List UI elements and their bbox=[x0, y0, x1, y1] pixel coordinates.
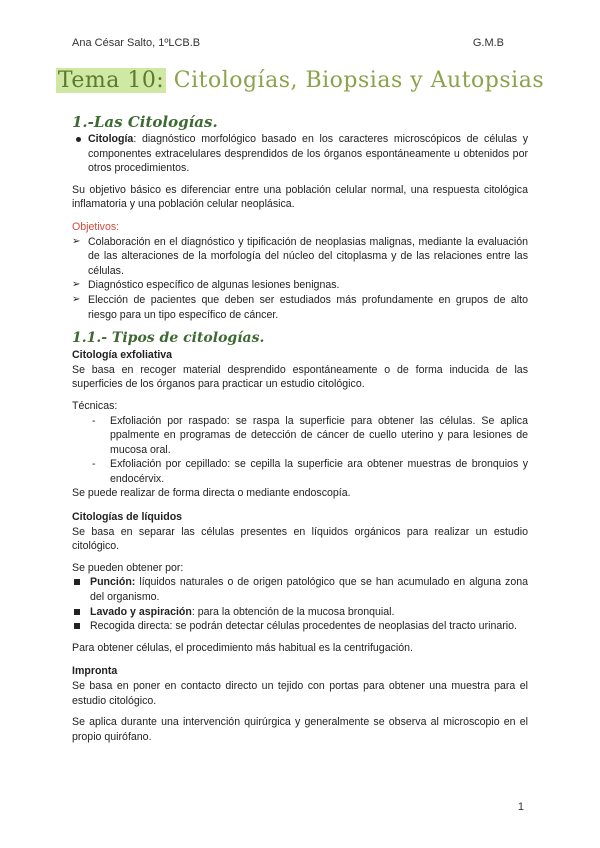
objectives-list bbox=[72, 235, 528, 323]
paragraph: Se basa en recoger material desprendido espontáneamente o de forma inducida de las superficies de los órganos para practicar un estudio citológico. bbox=[72, 363, 528, 391]
dash-bullet-icon: - bbox=[92, 414, 96, 427]
list-item: Lavado y aspiración: para la obtención de la mucosa bronquial. bbox=[72, 605, 528, 620]
page-number: 1 bbox=[517, 801, 524, 813]
title-rest: Citologías, Biopsias y Autopsias bbox=[173, 68, 545, 93]
paragraph: Se basa en separar las células presentes en líquidos orgánicos para realizar un estudio citológico. bbox=[72, 525, 528, 553]
list-item: ➢ Elección de pacientes que deben ser estudiados más profundamente en grupos de alto riesgo para un tipo específico de cáncer. bbox=[72, 293, 528, 321]
document-body bbox=[72, 110, 528, 744]
definition-list bbox=[72, 132, 528, 176]
header-initials: G.M.B bbox=[472, 37, 504, 49]
title-highlight: Tema 10: bbox=[57, 68, 165, 93]
square-bullet-icon bbox=[74, 579, 80, 585]
section-heading: 1.-Las Citologías. bbox=[72, 113, 218, 131]
objectives-label: Objetivos: bbox=[72, 220, 120, 233]
definition-text: : diagnóstico morfológico basado en los caracteres microscópicos de células y componentes extracelulares desprendidos de los órganos espontáneamente u obtenidos por otros procedimientos. bbox=[88, 133, 528, 175]
tecnicas-list bbox=[72, 414, 528, 487]
list-item: Recogida directa: se podrán detectar células procedentes de neoplasias del tracto urinario. bbox=[72, 619, 528, 634]
paragraph: Para obtener células, el procedimiento más habitual es la centrifugación. bbox=[72, 641, 413, 654]
paragraph: Se pueden obtener por: bbox=[72, 561, 184, 574]
paragraph: Se puede realizar de forma directa o mediante endoscopía. bbox=[72, 487, 351, 500]
impronta-title: Impronta bbox=[72, 665, 118, 678]
dash-bullet-icon: - bbox=[92, 458, 96, 471]
arrow-bullet-icon: ➢ bbox=[72, 279, 81, 291]
tecnicas-label: Técnicas: bbox=[72, 399, 118, 412]
list-item bbox=[72, 132, 528, 176]
header-author: Ana César Salto, 1ºLCB.B bbox=[72, 37, 201, 49]
subsection-heading: 1.1.- Tipos de citologías. bbox=[72, 330, 265, 347]
list-item: ➢ Diagnóstico específico de algunas lesiones benignas. bbox=[72, 279, 340, 292]
list-item: Punción: líquidos naturales o de origen patológico que se han acumulado en alguna zona del organismo. bbox=[72, 575, 528, 604]
bullet-dot-icon bbox=[76, 137, 81, 142]
arrow-bullet-icon: ➢ bbox=[72, 235, 81, 247]
paragraph: Su objetivo básico es diferenciar entre una población celular normal, una respuesta citológica inflamatoria y una población celular neoplásica. bbox=[72, 183, 528, 211]
list-item: - Exfoliación por cepillado: se cepilla la superficie ara obtener muestras de bronquios y endocérvix. bbox=[92, 458, 528, 485]
arrow-bullet-icon: ➢ bbox=[72, 293, 81, 305]
page-title bbox=[0, 68, 600, 93]
definition-term: Citología bbox=[88, 133, 134, 145]
liquidos-list bbox=[72, 575, 528, 633]
liquidos-title: Citologías de líquidos bbox=[72, 511, 183, 524]
square-bullet-icon bbox=[74, 609, 80, 615]
paragraph: Se basa en poner en contacto directo un tejido con portas para obtener una muestra para el estudio citológico. bbox=[72, 680, 528, 707]
paragraph: Se aplica durante una intervención quirúrgica y generalmente se observa al microscopio en el propio quirófano. bbox=[72, 716, 528, 743]
exfoliativa-title: Citología exfoliativa bbox=[72, 349, 173, 362]
list-item: ➢ Colaboración en el diagnóstico y tipificación de neoplasias malignas, mediante la evaluación de las alteraciones de la morfología del núcleo del citoplasma y de las relaciones entre las células. bbox=[72, 235, 528, 277]
square-bullet-icon bbox=[74, 623, 80, 629]
list-item: - Exfoliación por raspado: se raspa la superficie para obtener las células. Se aplica ppalmente en programas de detección de cáncer de cuello uterino y para lesiones de mucosa oral. bbox=[92, 414, 528, 456]
